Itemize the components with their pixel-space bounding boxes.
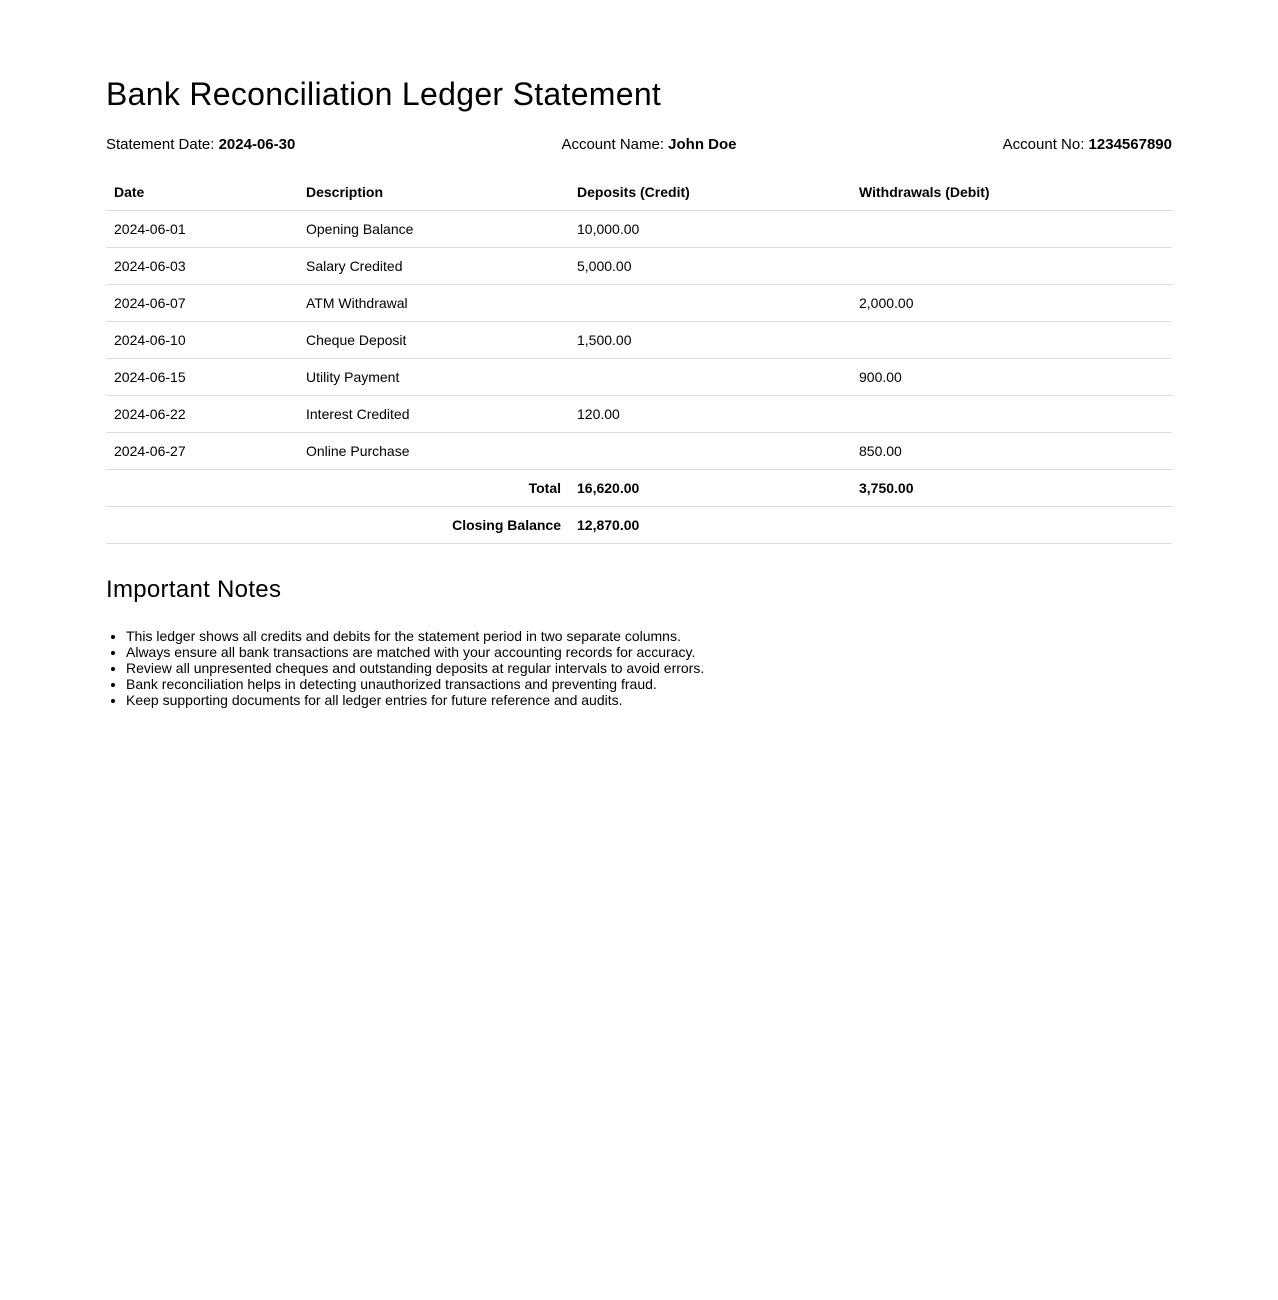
row-date: 2024-06-27 (106, 433, 298, 470)
closing-balance-value: 12,870.00 (569, 507, 851, 544)
row-deposit (569, 285, 851, 322)
account-name-label: Account Name: (561, 136, 664, 153)
row-deposit: 10,000.00 (569, 211, 851, 248)
table-row (106, 359, 1172, 396)
row-withdrawal (851, 248, 1172, 285)
list-item: • This ledger shows all credits and debits for the statement period in two separate columns. (126, 628, 1172, 644)
list-item: • Bank reconciliation helps in detecting unauthorized transactions and preventing fraud. (126, 676, 1172, 692)
row-description: Interest Credited (298, 396, 569, 433)
row-withdrawal: 850.00 (851, 433, 1172, 470)
row-date: 2024-06-22 (106, 396, 298, 433)
table-row (106, 285, 1172, 322)
statement-date (106, 136, 295, 154)
row-description: Cheque Deposit (298, 322, 569, 359)
total-deposits: 16,620.00 (569, 470, 851, 507)
row-deposit (569, 433, 851, 470)
row-deposit (569, 359, 851, 396)
table-row (106, 248, 1172, 285)
row-description: Online Purchase (298, 433, 569, 470)
closing-balance-label: Closing Balance (106, 507, 569, 544)
header-date: Date (106, 174, 298, 211)
account-name (561, 136, 736, 154)
row-date: 2024-06-15 (106, 359, 298, 396)
row-deposit: 1,500.00 (569, 322, 851, 359)
page-title: Bank Reconciliation Ledger Statement (106, 76, 662, 112)
header-deposits: Deposits (Credit) (569, 174, 851, 211)
row-deposit: 120.00 (569, 396, 851, 433)
table-row (106, 433, 1172, 470)
row-withdrawal (851, 396, 1172, 433)
row-withdrawal (851, 322, 1172, 359)
row-withdrawal (851, 211, 1172, 248)
header-description: Description (298, 174, 569, 211)
list-item: • Keep supporting documents for all ledger entries for future reference and audits. (126, 692, 1172, 708)
row-description: Opening Balance (298, 211, 569, 248)
ledger-table (106, 174, 1172, 544)
table-row (106, 322, 1172, 359)
account-number (1003, 136, 1172, 154)
row-withdrawal: 2,000.00 (851, 285, 1172, 322)
statement-date-value: 2024-06-30 (218, 136, 296, 153)
row-description: ATM Withdrawal (298, 285, 569, 322)
account-name-value: John Doe (668, 136, 737, 153)
total-label: Total (106, 470, 569, 507)
statement-meta (106, 136, 1172, 154)
row-date: 2024-06-10 (106, 322, 298, 359)
row-withdrawal: 900.00 (851, 359, 1172, 396)
notes-heading: Important Notes (106, 576, 282, 603)
row-deposit: 5,000.00 (569, 248, 851, 285)
table-header-row (106, 174, 1172, 211)
account-number-label: Account No: (1002, 136, 1085, 153)
header-withdrawals: Withdrawals (Debit) (851, 174, 1172, 211)
row-date: 2024-06-01 (106, 211, 298, 248)
closing-balance-empty (851, 507, 1172, 544)
closing-balance-row (106, 507, 1172, 544)
total-row (106, 470, 1172, 507)
row-description: Salary Credited (298, 248, 569, 285)
row-date: 2024-06-03 (106, 248, 298, 285)
table-row (106, 211, 1172, 248)
row-description: Utility Payment (298, 359, 569, 396)
row-date: 2024-06-07 (106, 285, 298, 322)
list-item: • Always ensure all bank transactions are matched with your accounting records for accuracy. (126, 644, 1172, 660)
notes-list (106, 628, 1172, 708)
list-item: • Review all unpresented cheques and outstanding deposits at regular intervals to avoid errors. (126, 660, 1172, 676)
account-number-value: 1234567890 (1088, 136, 1172, 153)
total-withdrawals: 3,750.00 (851, 470, 1172, 507)
table-row (106, 396, 1172, 433)
statement-date-label: Statement Date: (106, 136, 215, 153)
